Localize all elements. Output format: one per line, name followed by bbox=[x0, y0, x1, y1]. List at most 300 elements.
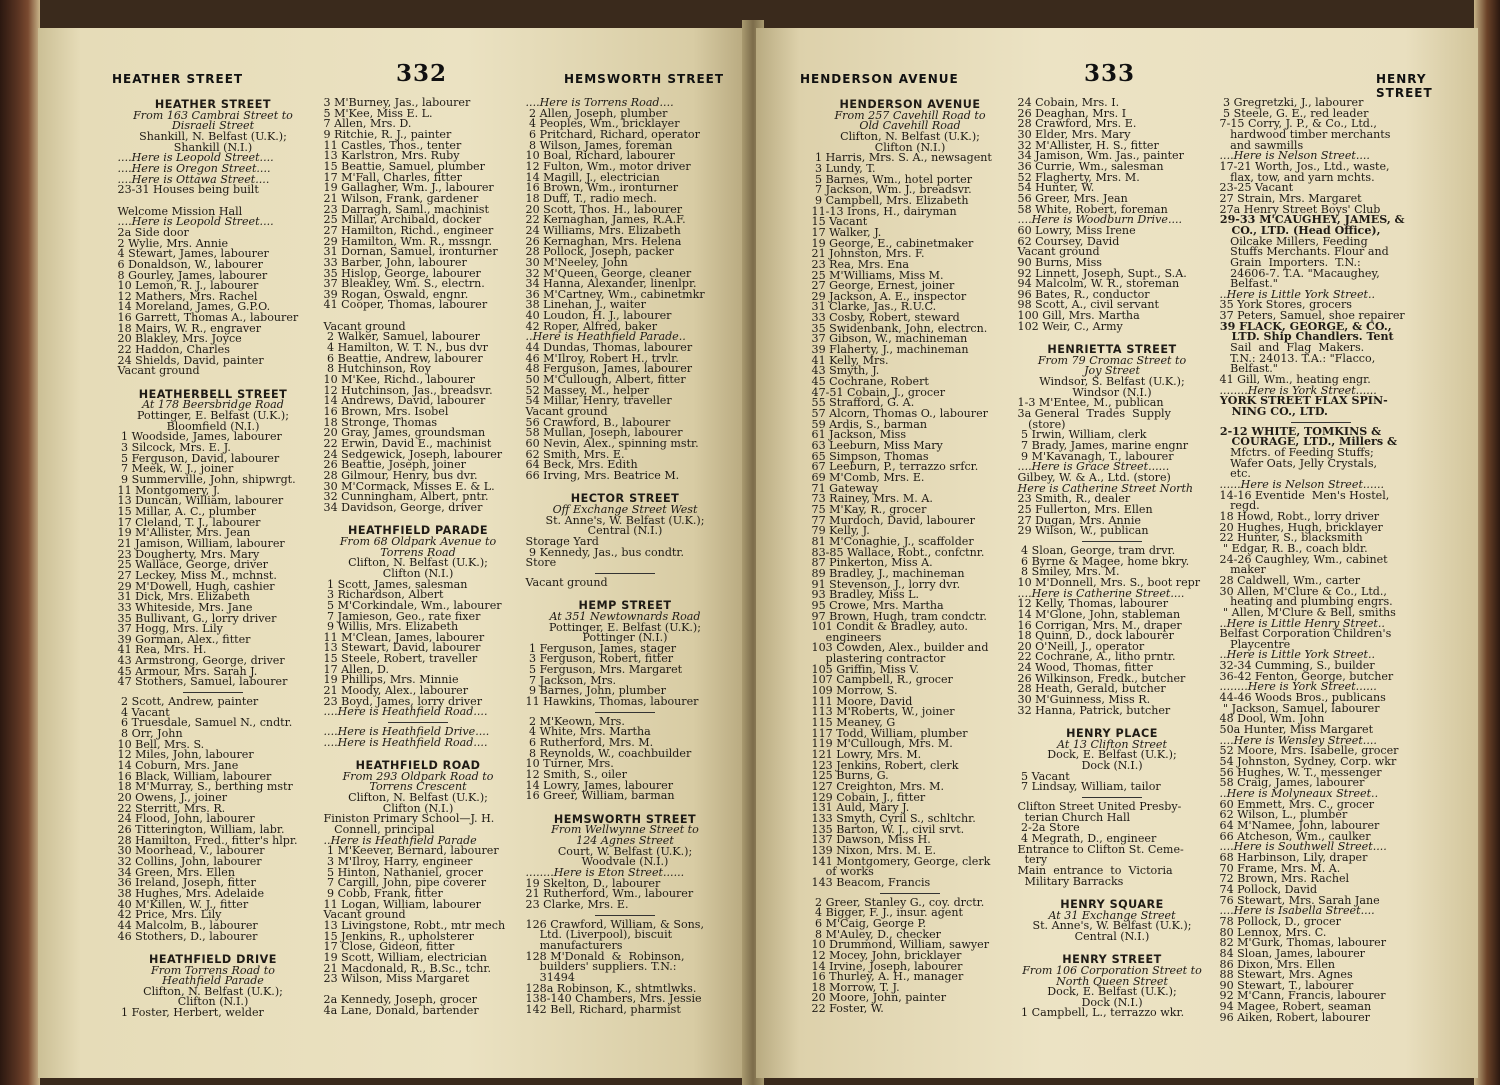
directory-entry: " Jackson, Samuel, labourer bbox=[1216, 701, 1380, 715]
directory-entry: 2-2a Store bbox=[1014, 821, 1080, 835]
directory-entry: 1 Foster, Herbert, welder bbox=[114, 1006, 264, 1020]
directory-entry: 10 Turner, Mrs. bbox=[522, 757, 614, 771]
directory-entry: 143 Beacom, Francis bbox=[808, 875, 931, 889]
directory-entry: 21 Rutherford, Wm., labourer bbox=[522, 887, 694, 901]
directory-entry: 6 Pritchard, Richard, operator bbox=[522, 127, 700, 141]
here-is-note: ..Here is Heathfield Parade bbox=[320, 833, 477, 847]
directory-entry: 25 Wallace, George, driver bbox=[114, 558, 268, 572]
directory-entry: Vacant ground bbox=[522, 575, 608, 589]
directory-entry: terian Church Hall bbox=[1014, 810, 1131, 824]
directory-entry: regd. bbox=[1216, 499, 1260, 513]
directory-entry: 60 Emmett, Mrs. C., grocer bbox=[1216, 797, 1375, 811]
street-heading: HEATHERBELL STREET bbox=[138, 387, 288, 401]
directory-entry: 29 Jackson, A. E., inspector bbox=[808, 289, 967, 303]
directory-entry: 23-25 Vacant bbox=[1216, 181, 1294, 195]
directory-entry: 125 Burns, G. bbox=[808, 769, 889, 783]
directory-entry: 111 Moore, David bbox=[808, 694, 913, 708]
directory-entry: 24606-7. T.A. "Macaughey, bbox=[1216, 266, 1380, 280]
street-heading: HENRY SQUARE bbox=[1060, 897, 1164, 911]
street-heading: HEATHER STREET bbox=[154, 98, 272, 111]
directory-entry: " Allen, M'Clure & Bell, smiths bbox=[1216, 605, 1396, 619]
directory-entry: 62 Wilson, L., plumber bbox=[1216, 808, 1348, 822]
directory-entry: 26 Deaghan, Mrs. I bbox=[1014, 106, 1127, 120]
directory-entry: 23 Darragh, Saml., machinist bbox=[320, 202, 489, 216]
directory-entry: 30 Allen, M'Clure & Co., Ltd., bbox=[1216, 584, 1387, 598]
firm-entry: 2-12 WHITE, TOMKINS & bbox=[1216, 424, 1382, 438]
directory-entry: 10 Lemon, R. J., labourer bbox=[114, 279, 259, 293]
directory-entry: 12 Mocey, John, bricklayer bbox=[808, 948, 962, 962]
running-head-right: HEMSWORTH STREET bbox=[564, 72, 725, 86]
directory-entry: 8 Smiley, Mrs. M. bbox=[1014, 565, 1120, 579]
directory-entry: 35 Bullivant, G., lorry driver bbox=[114, 611, 277, 625]
firm-entry: CO., LTD. (Head Office), bbox=[1216, 223, 1381, 237]
directory-entry: 4 Vacant bbox=[114, 705, 170, 719]
ward-line: Clifton, N. Belfast (U.K.); bbox=[840, 129, 980, 143]
directory-entry: 43 Smyth, J. bbox=[808, 364, 880, 378]
directory-entry: 47 Stothers, Samuel, labourer bbox=[114, 675, 288, 689]
directory-entry: heating and plumbing engrs. bbox=[1216, 595, 1393, 609]
directory-entry: 30 M'Guinness, Miss R. bbox=[1014, 693, 1151, 707]
here-is-note: ..Here is Little York Street.. bbox=[1216, 287, 1376, 301]
directory-entry: 23 Rea, Mrs. Ena bbox=[808, 257, 910, 271]
directory-entry: 23 Clarke, Mrs. E. bbox=[522, 897, 629, 911]
directory-entry: 45 Cochrane, Robert bbox=[808, 375, 929, 389]
directory-entry: 133 Smyth, Cyril S., schltchr. bbox=[808, 811, 976, 825]
directory-entry: 57 Alcorn, Thomas O., labourer bbox=[808, 407, 988, 421]
directory-entry: 7-15 Corry, J. P., & Co., Ltd., bbox=[1216, 117, 1377, 131]
ward-line: Dock, E. Belfast (U.K.); bbox=[1047, 748, 1177, 762]
street-route: At 31 Exchange Street bbox=[1048, 908, 1176, 922]
directory-entry: 12 Smith, S., oiler bbox=[522, 768, 627, 782]
directory-entry: 31494 bbox=[522, 970, 575, 984]
directory-entry: 129 Cobain, J., fitter bbox=[808, 790, 926, 804]
street-route: Joy Street bbox=[1084, 364, 1140, 378]
directory-entry: 22 Kernaghan, James, R.A.F. bbox=[522, 213, 686, 227]
directory-entry: 18 Morrow, T. J. bbox=[808, 980, 900, 994]
directory-entry: 8 Reynolds, W., coachbuilder bbox=[522, 746, 692, 760]
directory-entry: Gilbey, W. & A., Ltd. (store) bbox=[1014, 470, 1171, 484]
directory-entry: 28 Caldwell, Wm., carter bbox=[1216, 573, 1361, 587]
directory-entry: 5 Vacant bbox=[1014, 769, 1070, 783]
directory-entry: Vacant ground bbox=[522, 405, 608, 419]
directory-column bbox=[114, 98, 312, 1019]
directory-entry: 6 Donaldson, W., labourer bbox=[114, 257, 263, 271]
street-route: Torrens Road bbox=[380, 545, 456, 559]
running-head-left: HENDERSON AVENUE bbox=[800, 72, 959, 86]
directory-entry: 22 Cochrane, A., litho prntr. bbox=[1014, 650, 1176, 664]
directory-entry: 14 M'Glone, John, stableman bbox=[1014, 607, 1181, 621]
directory-entry: 1 Scott, James, salesman bbox=[320, 577, 468, 591]
directory-entry: 13 Livingstone, Robt., mtr mech bbox=[320, 918, 506, 932]
directory-entry: 20 Gray, James, groundsman bbox=[320, 426, 486, 440]
directory-entry: 26 Beattie, Joseph, joiner bbox=[320, 458, 466, 472]
directory-entry: 9 Campbell, Mrs. Elizabeth bbox=[808, 193, 969, 207]
directory-entry: 10 M'Donnell, Mrs. S., boot repr bbox=[1014, 575, 1201, 589]
directory-entry: 94 Magee, Robert, seaman bbox=[1216, 1000, 1372, 1014]
street-route: At 178 Beersbridge Road bbox=[142, 398, 284, 412]
directory-entry: 2 Walker, Samuel, labourer bbox=[320, 330, 480, 344]
directory-entry: 33 Barber, John, labourer bbox=[320, 255, 467, 269]
directory-entry: 10 Boal, Richard, labourer bbox=[522, 149, 675, 163]
directory-entry: 44 Malcolm, B., labourer bbox=[114, 918, 258, 932]
directory-entry: 69 M'Comb, Mrs. E. bbox=[808, 470, 925, 484]
directory-entry: 24-26 Caughley, Wm., cabinet bbox=[1216, 552, 1388, 566]
street-route: Off Exchange Street West bbox=[552, 502, 698, 516]
directory-entry: 36-42 Fenton, George, butcher bbox=[1216, 669, 1394, 683]
directory-entry: 14 Irvine, Joseph, labourer bbox=[808, 959, 963, 973]
directory-entry: 46 Stothers, D., labourer bbox=[114, 929, 258, 943]
directory-entry: 14 Lowry, James, labourer bbox=[522, 778, 674, 792]
directory-entry: 5 Ferguson, David, labourer bbox=[114, 451, 280, 465]
directory-entry: 33 Cosby, Robert, steward bbox=[808, 311, 960, 325]
page-number: 333 bbox=[1084, 60, 1136, 87]
directory-entry: 18 Mairs, W. R., engraver bbox=[114, 321, 262, 335]
directory-entry: 18 Duff, T., radio mech. bbox=[522, 191, 657, 205]
section-rule bbox=[1291, 422, 1351, 423]
directory-entry: Storage Yard bbox=[522, 534, 599, 548]
street-route: From 163 Cambrai Street to bbox=[133, 108, 293, 122]
directory-entry: 22 Hunter, S., blacksmith bbox=[1216, 531, 1363, 545]
directory-entry: 20 Moore, John, painter bbox=[808, 991, 947, 1005]
directory-entry: 11 M'Clean, James, labourer bbox=[320, 630, 485, 644]
directory-entry: manufacturers bbox=[522, 938, 623, 952]
directory-entry: 15 Steele, Robert, traveller bbox=[320, 652, 478, 666]
directory-entry: 32-34 Cumming, S., builder bbox=[1216, 659, 1375, 673]
ward-line: Clifton (N.I.) bbox=[177, 995, 249, 1009]
directory-entry: 16 Corrigan, Mrs. M., draper bbox=[1014, 618, 1182, 632]
directory-entry: 28 Heath, Gerald, butcher bbox=[1014, 682, 1166, 696]
directory-entry: 16 Garrett, Thomas A., labourer bbox=[114, 311, 299, 325]
street-route: From Torrens Road to bbox=[151, 963, 275, 977]
directory-entry: 21 Moody, Alex., labourer bbox=[320, 684, 469, 698]
directory-entry: 4 White, Mrs. Martha bbox=[522, 725, 651, 739]
directory-entry: 4 Sloan, George, tram drvr. bbox=[1014, 543, 1176, 557]
directory-entry: 52 Massey, M., helper bbox=[522, 383, 650, 397]
street-route: From 79 Cromac Street to bbox=[1037, 353, 1187, 367]
firm-entry: YORK STREET FLAX SPIN- bbox=[1216, 394, 1388, 408]
here-is-note: ..Here is Little York Street.. bbox=[1216, 648, 1376, 662]
directory-entry: 59 Ardis, S., barman bbox=[808, 417, 927, 431]
directory-entry: 16 Thurley, A. H., manager bbox=[808, 970, 964, 984]
here-is-note: ....Here is Heathfield Road.... bbox=[320, 705, 488, 719]
directory-entry: 40 Loudon, H. J., labourer bbox=[522, 309, 672, 323]
here-is-note: ....Here is Oregon Street.... bbox=[114, 161, 271, 175]
here-is-note: ....Here is Catherine Street.... bbox=[1014, 586, 1185, 600]
here-is-note: ....Here is Southwell Street.... bbox=[1216, 840, 1387, 854]
directory-entry: 36 Currie, Wm., salesman bbox=[1014, 159, 1164, 173]
directory-entry: 21 Jamison, William, labourer bbox=[114, 536, 285, 550]
directory-entry: 34 Davidson, George, driver bbox=[320, 500, 483, 514]
directory-entry: 96 Bates, R., conductor bbox=[1014, 287, 1150, 301]
running-head-left: HEATHER STREET bbox=[112, 72, 244, 86]
directory-entry: 9 Kennedy, Jas., bus condtr. bbox=[522, 545, 685, 559]
directory-entry: 35 York Stores, grocers bbox=[1216, 298, 1352, 312]
directory-entry: 1 M'Keever, Bernard, labourer bbox=[320, 844, 499, 858]
directory-entry: 63 Leeburn, Miss Mary bbox=[808, 439, 943, 452]
directory-entry: 9 Summerville, John, shipwrgt. bbox=[114, 472, 296, 486]
directory-entry: 48 Ferguson, James, labourer bbox=[522, 362, 693, 376]
street-route: Heathfield Parade bbox=[162, 974, 264, 988]
directory-entry: 14 Magill, J., electrician bbox=[522, 170, 660, 184]
directory-entry: 34 Green, Mrs. Ellen bbox=[114, 865, 235, 879]
directory-entry: 17-21 Worth, Jos., Ltd., waste, bbox=[1216, 159, 1390, 173]
directory-entry: builders' suppliers. T.N.: bbox=[522, 960, 677, 974]
here-is-note: ..Here is Molyneaux Street.. bbox=[1216, 787, 1379, 800]
directory-entry: 4 Bigger, F. J., insur. agent bbox=[808, 906, 963, 920]
directory-entry: 19 Scott, William, electrician bbox=[320, 950, 487, 964]
directory-entry: 10 Drummond, William, sawyer bbox=[808, 938, 990, 952]
directory-entry: 2 M'Keown, Mrs. bbox=[522, 714, 625, 728]
directory-entry: 23 Dougherty, Mrs. Mary bbox=[114, 547, 260, 561]
directory-entry: 39 Gorman, Alex., fitter bbox=[114, 632, 251, 646]
directory-entry: 5 Hinton, Nathaniel, grocer bbox=[320, 865, 483, 879]
directory-entry: 11 Hawkins, Thomas, labourer bbox=[522, 695, 699, 709]
directory-entry: 11 Montgomery, J. bbox=[114, 483, 220, 497]
directory-entry: 19 Phillips, Mrs. Minnie bbox=[320, 673, 459, 687]
directory-entry: 37 Bleakley, Wm. S., electrn. bbox=[320, 277, 485, 291]
directory-entry: Finiston Primary School—J. H. bbox=[320, 812, 495, 826]
directory-entry: 21 Wilson, Frank, gardener bbox=[320, 191, 479, 205]
directory-entry: 88 Stewart, Mrs. Agnes bbox=[1216, 968, 1353, 982]
street-route: From 257 Cavehill Road to bbox=[834, 108, 986, 122]
here-is-note: ........Here is Eton Street...... bbox=[522, 865, 685, 879]
ward-line: Pottinger (N.I.) bbox=[582, 631, 668, 645]
directory-entry: Military Barracks bbox=[1014, 874, 1124, 888]
directory-entry: Grain Importers. T.N.: bbox=[1216, 255, 1361, 269]
directory-entry: 67 Leeburn, P., terrazzo srfcr. bbox=[808, 460, 979, 474]
here-is-note: ..Here is Little Henry Street.. bbox=[1216, 616, 1385, 630]
directory-entry: 17 Close, Gideon, fitter bbox=[320, 940, 455, 954]
directory-entry: 7 Meek, W. J., joiner bbox=[114, 462, 234, 476]
directory-entry: 1-3 M'Entee, M., publican bbox=[1014, 396, 1164, 410]
ward-line: Dock, E. Belfast (U.K.); bbox=[1047, 985, 1177, 999]
directory-entry: 6 Beattie, Andrew, labourer bbox=[320, 351, 483, 365]
directory-entry: 6 Byrne & Magee, home bkry. bbox=[1014, 554, 1190, 568]
directory-entry: Vacant ground bbox=[320, 908, 406, 922]
directory-entry: 5 M'Kee, Miss E. L. bbox=[320, 106, 433, 120]
here-is-note: ....Here is Heathfield Road.... bbox=[320, 735, 488, 749]
directory-entry: hardwood timber merchants bbox=[1216, 127, 1391, 141]
directory-entry: 3 Richardson, Albert bbox=[320, 588, 444, 602]
directory-entry: 18 Stronge, Thomas bbox=[320, 415, 438, 429]
directory-entry: 31 Dick, Mrs. Elizabeth bbox=[114, 590, 250, 604]
directory-entry: Vacant ground bbox=[114, 364, 200, 378]
directory-entry: 65 Simpson, Thomas bbox=[808, 449, 929, 463]
book-edge-left bbox=[0, 0, 40, 1085]
directory-entry: 7 Cargill, John, pipe coverer bbox=[320, 876, 487, 890]
firm-entry: LTD. Ship Chandlers. Tent bbox=[1216, 330, 1394, 344]
directory-entry: 15 Vacant bbox=[808, 215, 868, 229]
ward-line: Dock (N.I.) bbox=[1081, 759, 1143, 773]
ward-line: Woodvale (N.I.) bbox=[581, 855, 669, 869]
street-route: At 351 Newtownards Road bbox=[549, 609, 701, 623]
directory-entry: 24 Sedgewick, Joseph, labourer bbox=[320, 447, 503, 461]
here-is-note: ....Here is Heathfield Drive.... bbox=[320, 725, 490, 739]
directory-entry: 25 M'Williams, Miss M. bbox=[808, 268, 944, 282]
directory-entry: 46 M'Ilroy, Robert H., trvlr. bbox=[522, 351, 679, 365]
street-heading: HEMSWORTH STREET bbox=[553, 812, 697, 826]
directory-entry: Belfast." bbox=[1216, 277, 1278, 291]
directory-entry: 6 M'Caig, George P. bbox=[808, 916, 927, 930]
directory-entry: 8 Gourley, James, labourer bbox=[114, 268, 268, 282]
directory-entry: 1 Harris, Mrs. S. A., newsagent bbox=[808, 151, 992, 165]
directory-entry: 32 Collins, John, labourer bbox=[114, 854, 262, 868]
street-route: From 106 Corporation Street to bbox=[1022, 963, 1202, 977]
here-is-note: ........Here is York Street...... bbox=[1216, 383, 1377, 397]
street-route: From 68 Oldpark Avenue to bbox=[339, 534, 497, 548]
directory-entry: 17 Walker, J. bbox=[808, 225, 882, 239]
ward-line: Clifton, N. Belfast (U.K.); bbox=[348, 556, 488, 570]
directory-entry: 12 Hutchinson, Jas., breadsvr. bbox=[320, 383, 493, 397]
directory-entry: 93 Bradley, Miss L. bbox=[808, 588, 920, 602]
directory-column bbox=[1014, 98, 1210, 1019]
directory-entry: 47-51 Cobain, J., grocer bbox=[808, 385, 945, 399]
directory-entry: 72 Brown, Mrs. Rachel bbox=[1216, 872, 1350, 886]
directory-entry: 1 Campbell, L., terrazzo wkr. bbox=[1014, 1006, 1185, 1020]
directory-entry: 17 M'Fall, Charles, fitter bbox=[320, 170, 462, 184]
directory-entry: 23-31 Houses being built bbox=[114, 183, 259, 197]
directory-entry: 39 Flaherty, J., machineman bbox=[808, 343, 969, 357]
directory-entry: Sail and Flag Makers. bbox=[1216, 341, 1365, 355]
directory-entry: 12 Miles, John, labourer bbox=[114, 748, 254, 762]
directory-entry: 31 Clarke, Jas., R.U.C. bbox=[808, 300, 937, 314]
directory-entry: " Edgar, R. B., coach bldr. bbox=[1216, 541, 1368, 555]
directory-entry: 32 M'Allister, H. S., fitter bbox=[1014, 138, 1159, 152]
directory-entry: of works bbox=[808, 865, 874, 879]
directory-entry: 41 Cooper, Thomas, labourer bbox=[320, 298, 488, 312]
directory-entry: 12 Kelly, Thomas, labourer bbox=[1014, 597, 1169, 611]
directory-entry: 7 Jackson, Wm. J., breadsvr. bbox=[808, 183, 972, 197]
section-rule bbox=[595, 573, 655, 574]
directory-entry: 83-85 Wallace, Robt., confctnr. bbox=[808, 545, 985, 559]
directory-entry: 44 Dundas, Thomas, labourer bbox=[522, 341, 693, 355]
directory-entry: 115 Meaney, G bbox=[808, 716, 896, 730]
directory-entry: 33 Whiteside, Mrs. Jane bbox=[114, 600, 253, 614]
directory-entry: 14-16 Eventide Men's Hostel, bbox=[1216, 488, 1390, 502]
directory-entry: Oilcake Millers, Feeding bbox=[1216, 234, 1368, 248]
directory-entry: 29 M'Dowell, Hugh, cashier bbox=[114, 579, 275, 593]
right-page bbox=[756, 28, 1478, 1078]
directory-entry: 54 Johnston, Sydney, Corp. wkr bbox=[1216, 755, 1397, 769]
directory-entry: 141 Montgomery, George, clerk bbox=[808, 854, 991, 868]
directory-entry: 71 Gateway bbox=[808, 481, 879, 495]
directory-entry: 11-13 Irons, H., dairyman bbox=[808, 204, 957, 218]
here-is-note: ....Here is Isabella Street.... bbox=[1216, 904, 1375, 918]
here-is-note: ....Here is Woodburn Drive.... bbox=[1014, 213, 1183, 227]
section-rule bbox=[595, 712, 655, 713]
directory-entry: 15 Jenkins, R., upholsterer bbox=[320, 929, 474, 943]
directory-entry: 50 M'Cullough, Albert, fitter bbox=[522, 373, 686, 387]
directory-entry: 16 Greer, William, barman bbox=[522, 789, 675, 803]
firm-entry: 39 FLACK, GEORGE, & CO., bbox=[1216, 319, 1392, 333]
directory-entry: and sawmills bbox=[1216, 138, 1304, 152]
directory-column bbox=[522, 98, 728, 1015]
directory-entry: 24 Williams, Mrs. Elizabeth bbox=[522, 223, 681, 237]
directory-entry: 13 Stewart, David, labourer bbox=[320, 641, 481, 655]
ward-line: Clifton, N. Belfast (U.K.); bbox=[143, 984, 283, 998]
street-route: North Queen Street bbox=[1056, 974, 1168, 988]
here-is-note: ..Here is Heathfield Parade.. bbox=[522, 330, 686, 344]
directory-entry: 60 Lowry, Miss Irene bbox=[1014, 223, 1136, 237]
directory-entry: 7 Lindsay, William, tailor bbox=[1014, 780, 1161, 794]
directory-entry: plastering contractor bbox=[808, 652, 946, 666]
directory-entry: 19 Gallagher, Wm. J., labourer bbox=[320, 181, 494, 195]
directory-entry: 30 Moorhead, V., labourer bbox=[114, 844, 265, 858]
ward-line: Central (N.I.) bbox=[587, 524, 663, 538]
directory-entry: 20 Scott, Thos. H., labourer bbox=[522, 202, 683, 216]
directory-entry: 32 Hanna, Patrick, butcher bbox=[1014, 703, 1171, 717]
directory-entry: 7 Brady, James, marine engnr bbox=[1014, 439, 1189, 452]
directory-entry: 52 Moore, Mrs. Isabelle, grocer bbox=[1216, 744, 1399, 758]
section-rule bbox=[595, 915, 655, 916]
directory-entry: 27 Leckey, Miss M., mchnst. bbox=[114, 568, 277, 582]
directory-entry: 2 Allen, Joseph, plumber bbox=[522, 106, 668, 120]
directory-entry: Belfast." bbox=[1216, 362, 1278, 376]
directory-entry: 6 Truesdale, Samuel N., cndtr. bbox=[114, 716, 293, 730]
directory-entry: 60 Nevin, Alex., spinning mstr. bbox=[522, 437, 699, 450]
directory-entry: 40 M'Killen, W. J., fitter bbox=[114, 897, 249, 911]
directory-entry: 89 Bradley, J., machineman bbox=[808, 566, 965, 580]
ward-line: Windsor (N.I.) bbox=[1072, 385, 1152, 399]
directory-entry: 20 Blakley, Mrs. Joyce bbox=[114, 332, 242, 346]
directory-entry: 56 Hughes, W. T., messenger bbox=[1216, 765, 1382, 779]
firm-entry: NING CO., LTD. bbox=[1216, 405, 1328, 419]
directory-entry: 135 Barton, W. J., civil srvt. bbox=[808, 822, 965, 836]
directory-entry: 39 Rogan, Oswald, engnr. bbox=[320, 287, 469, 301]
directory-entry: 54 Hunter, W. bbox=[1014, 181, 1095, 195]
here-is-note: ....Here is Leopold Street.... bbox=[114, 215, 274, 229]
directory-entry: 19 George, E., cabinetmaker bbox=[808, 236, 974, 250]
ward-line: Pottinger, E. Belfast (U.K.); bbox=[137, 409, 289, 423]
directory-entry: 2 Wylie, Mrs. Annie bbox=[114, 236, 229, 250]
section-rule bbox=[1082, 797, 1142, 798]
directory-entry: 105 Griffin, Miss V. bbox=[808, 662, 919, 676]
directory-entry: 29 Wilson, W., publican bbox=[1014, 524, 1149, 538]
directory-entry: 30 M'Cormack, Misses E. & L. bbox=[320, 479, 495, 493]
directory-entry: 9 Willis, Mrs. Elizabeth bbox=[320, 620, 459, 634]
directory-entry: 58 Mullan, Joseph, labourer bbox=[522, 426, 683, 440]
directory-entry: 36 M'Cartney, Wm., cabinetmkr bbox=[522, 287, 705, 301]
directory-entry: 28 Gilmour, Henry, bus dvr. bbox=[320, 468, 478, 482]
directory-entry: 81 M'Conaghie, J., scaffolder bbox=[808, 534, 974, 548]
ward-line: Clifton, N. Belfast (U.K.); bbox=[348, 791, 488, 804]
directory-entry: 38 Linehan, J., waiter bbox=[522, 298, 646, 312]
directory-entry: 62 Smith, Mrs. E. bbox=[522, 447, 625, 461]
directory-entry: 142 Bell, Richard, pharmist bbox=[522, 1002, 681, 1016]
directory-entry: 54 Millar, Henry, traveller bbox=[522, 394, 672, 408]
directory-entry: 15 Beattie, Samuel, plumber bbox=[320, 159, 485, 173]
directory-entry: (store) bbox=[1014, 417, 1066, 431]
directory-entry: 29 Hamilton, Wm. R., mssngr. bbox=[320, 234, 493, 248]
directory-entry: 41 Kelly, Mrs. bbox=[808, 353, 889, 367]
directory-entry: 25 Fullerton, Mrs. Ellen bbox=[1014, 502, 1153, 516]
directory-entry: 5 Barnes, Wm., hotel porter bbox=[808, 172, 972, 186]
here-is-note: ....Here is Ottawa Street.... bbox=[114, 172, 270, 186]
directory-entry: 128a Robinson, K., shtmtlwks. bbox=[522, 981, 697, 995]
directory-entry: 56 Crawford, B., labourer bbox=[522, 415, 671, 429]
directory-entry: 82 M'Gurk, Thomas, labourer bbox=[1216, 936, 1387, 950]
directory-entry: 16 Black, William, labourer bbox=[114, 769, 272, 783]
section-rule bbox=[880, 893, 940, 894]
directory-entry: 27 Strain, Mrs. Margaret bbox=[1216, 191, 1362, 205]
directory-entry: 64 Beck, Mrs. Edith bbox=[522, 458, 638, 472]
directory-entry: 55 Strafford, G. A. bbox=[808, 396, 915, 410]
directory-entry: 8 Hutchinson, Roy bbox=[320, 362, 431, 376]
directory-entry: maker bbox=[1216, 563, 1266, 577]
street-heading: HEATHFIELD ROAD bbox=[355, 759, 481, 773]
directory-entry: 119 M'Cullough, Mrs. M. bbox=[808, 737, 953, 751]
directory-entry: 113 M'Roberts, W., joiner bbox=[808, 705, 955, 719]
